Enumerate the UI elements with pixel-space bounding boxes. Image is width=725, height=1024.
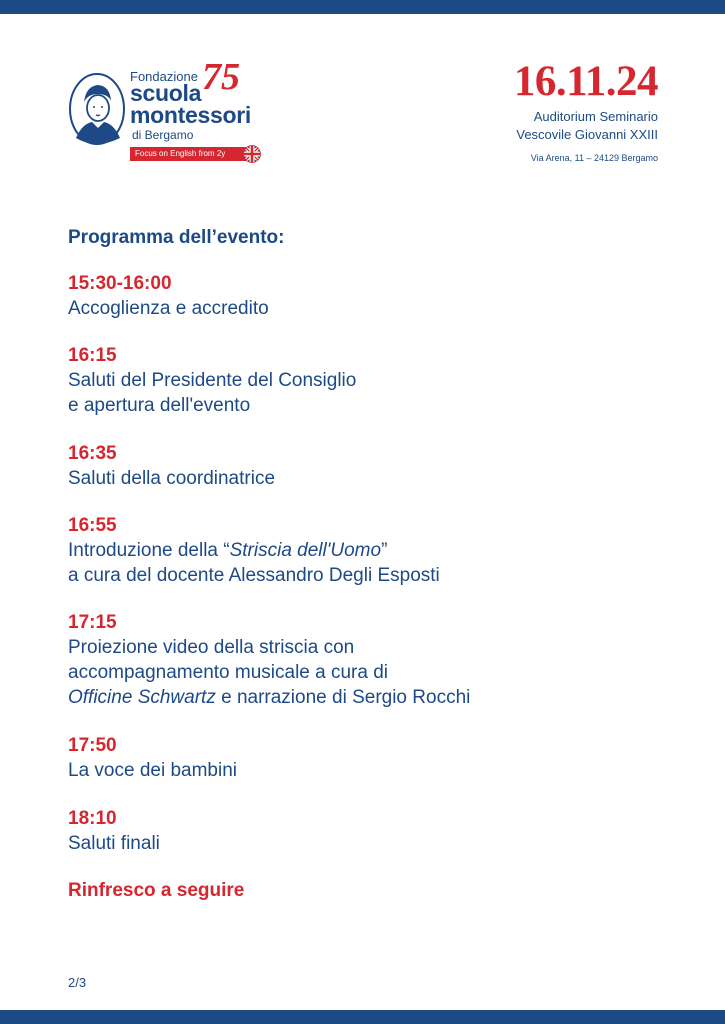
venue-address: Via Arena, 11 – 24129 Bergamo (530, 153, 658, 163)
desc-text: e narrazione di Sergio Rocchi (215, 687, 471, 708)
item-description: accompagnamento musicale a cura di (68, 662, 389, 683)
item-description: a cura del docente Alessandro Degli Esposti (68, 565, 440, 586)
program-item (68, 807, 160, 856)
logo-tagline: Focus on English from 2y (130, 147, 256, 161)
item-description (68, 685, 470, 710)
logo-montessori-text: montessori (130, 102, 251, 128)
desc-text: ” (381, 540, 388, 561)
item-description: Accoglienza e accredito (68, 298, 269, 319)
item-description: La voce dei bambini (68, 760, 237, 781)
item-description (68, 538, 440, 563)
logo-fondazione-text: Fondazione (130, 69, 198, 84)
program-item (68, 611, 470, 710)
item-description: e apertura dell'evento (68, 395, 251, 416)
item-description: Saluti del Presidente del Consiglio (68, 370, 357, 391)
venue-line-1: Auditorium Seminario (533, 109, 658, 124)
program-item (68, 442, 275, 491)
logo-city-text: di Bergamo (132, 128, 194, 142)
item-time: 17:15 (68, 612, 117, 633)
uk-flag-icon (243, 145, 261, 163)
item-time: 16:35 (68, 443, 117, 464)
program-title: Programma dell’evento: (68, 227, 285, 248)
foundation-logo (68, 56, 268, 166)
logo-scuola-text: scuola (130, 80, 202, 106)
program-item (68, 272, 269, 321)
item-description: Proiezione video della striscia con (68, 637, 355, 658)
desc-text: Introduzione della “ (68, 540, 230, 561)
program-item (68, 734, 237, 783)
item-time: 18:10 (68, 808, 117, 829)
bottom-band (0, 1010, 725, 1024)
montessori-portrait-icon (68, 72, 126, 146)
event-date: 16.11.24 (513, 58, 658, 105)
item-description: Saluti finali (68, 833, 160, 854)
item-time: 15:30-16:00 (68, 273, 172, 294)
venue-line-2: Vescovile Giovanni XXIII (516, 127, 658, 142)
program-item (68, 514, 440, 588)
item-time: 16:15 (68, 345, 117, 366)
striscia-title: Striscia dell'Uomo (229, 540, 382, 561)
officine-name: Officine Schwartz (68, 687, 216, 708)
program-item (68, 344, 356, 418)
item-description: Saluti della coordinatrice (68, 468, 276, 489)
item-time: 16:55 (68, 515, 117, 536)
closing-note: Rinfresco a seguire (68, 880, 245, 901)
top-band (0, 0, 725, 14)
logo-75-mark: 75 (202, 56, 240, 98)
page-number: 2/3 (68, 975, 87, 990)
item-time: 17:50 (68, 735, 117, 756)
